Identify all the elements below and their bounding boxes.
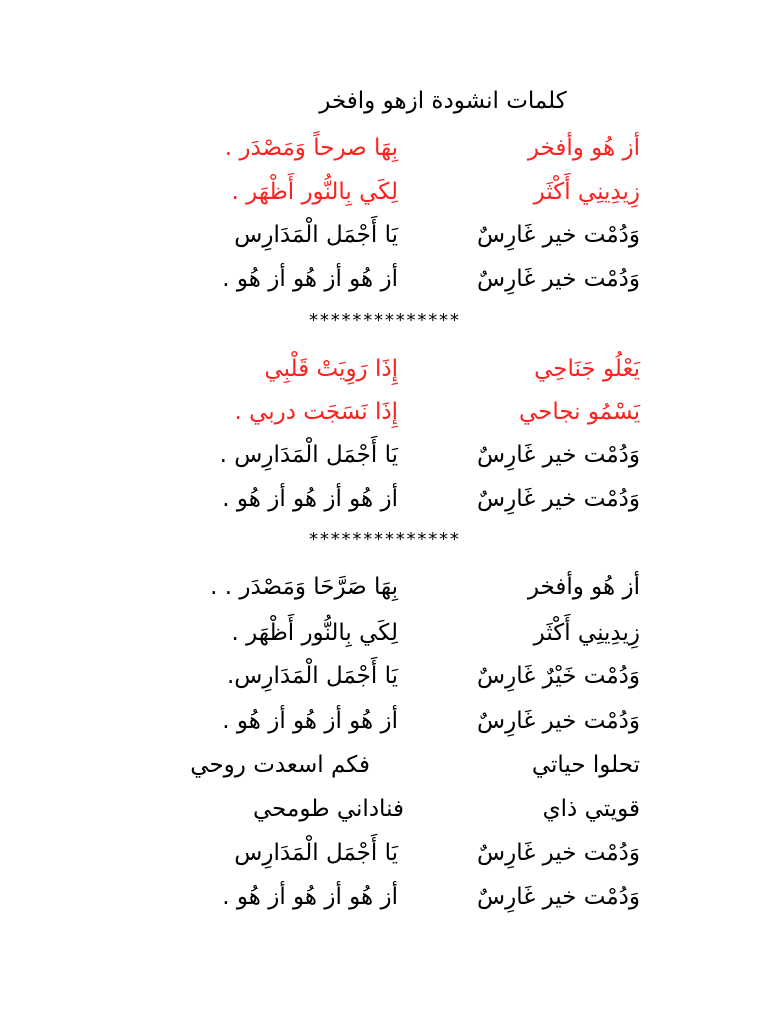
verse-left-text: إِذَا رَوِيَتْ قَلْبِي — [264, 356, 398, 382]
verse-line — [0, 391, 768, 433]
verse-line — [0, 434, 768, 476]
verse-left-text: يَا أَجْمَل الْمَدَارِس . — [219, 442, 398, 468]
verse-line — [0, 127, 768, 169]
verse-line — [0, 612, 768, 654]
separator-line: ************** — [308, 529, 460, 550]
verse-right-text: زِيدِينِي أَكْثَر — [533, 620, 640, 646]
verse-left-text: بِهَا صرحاً وَمَصْدَر . — [224, 135, 398, 161]
verse-right-text: زِيدِينِي أَكْثَر — [533, 179, 640, 205]
verse-line — [0, 348, 768, 390]
verse-right-text: وَدُمْت خير غَارِسٌ — [477, 486, 640, 512]
verse-line — [0, 744, 768, 786]
verse-left-text: يَا أَجْمَل الْمَدَارِس. — [226, 663, 398, 689]
verse-right-text: يَعْلُو جَنَاحِي — [534, 356, 640, 382]
verse-line — [0, 655, 768, 697]
verse-right-text: وَدُمْت خَيْرٌ غَارِسٌ — [477, 663, 640, 689]
verse-right-text: وَدُمْت خير غَارِسٌ — [477, 442, 640, 468]
verse-left-text: يَا أَجْمَل الْمَدَارِس — [234, 222, 398, 248]
verse-line — [0, 876, 768, 918]
verse-left-text: فكم اسعدت روحي — [190, 752, 370, 778]
verse-left-text: بِهَا صَرَّحَا وَمَصْدَر . . — [210, 574, 398, 600]
verse-line — [0, 788, 768, 830]
verse-right-text: وَدُمْت خير غَارِسٌ — [477, 266, 640, 292]
verse-left-text: فناداني طومحي — [253, 796, 404, 822]
verse-right-text: أز هُو وأفخر — [527, 574, 640, 600]
verse-left-text: لِكَي بِالنُّور أَظْهَر . — [231, 620, 398, 646]
verse-right-text: أز هُو وأفخر — [527, 135, 640, 161]
verse-left-text: إِذَا نَسَجَت دربي . — [234, 399, 398, 425]
verse-left-text: أز هُو أز هُو أز هُو . — [222, 708, 398, 734]
verse-right-text: تحلوا حياتي — [531, 752, 640, 778]
verse-left-text: يَا أَجْمَل الْمَدَارِس — [234, 840, 398, 866]
verse-right-text: وَدُمْت خير غَارِسٌ — [477, 884, 640, 910]
verse-line — [0, 258, 768, 300]
verse-line — [0, 832, 768, 874]
verse-right-text: وَدُمْت خير غَارِسٌ — [477, 840, 640, 866]
verse-right-text: قويتي ذاي — [542, 796, 640, 822]
verse-line — [0, 478, 768, 520]
verse-line — [0, 700, 768, 742]
page-title: كلمات انشودة ازهو وافخر — [319, 88, 567, 114]
verse-right-text: يَسْمُو نجاحي — [518, 399, 640, 425]
verse-line — [0, 171, 768, 213]
verse-left-text: أز هُو أز هُو أز هُو . — [222, 884, 398, 910]
verse-left-text: لِكَي بِالنُّور أَظْهَر . — [231, 179, 398, 205]
verse-line — [0, 214, 768, 256]
separator-line: ************** — [308, 310, 460, 331]
verse-left-text: أز هُو أز هُو أز هُو . — [222, 486, 398, 512]
verse-right-text: وَدُمْت خير غَارِسٌ — [477, 708, 640, 734]
verse-left-text: أز هُو أز هُو أز هُو . — [222, 266, 398, 292]
verse-line — [0, 566, 768, 608]
verse-right-text: وَدُمْت خير غَارِسٌ — [477, 222, 640, 248]
